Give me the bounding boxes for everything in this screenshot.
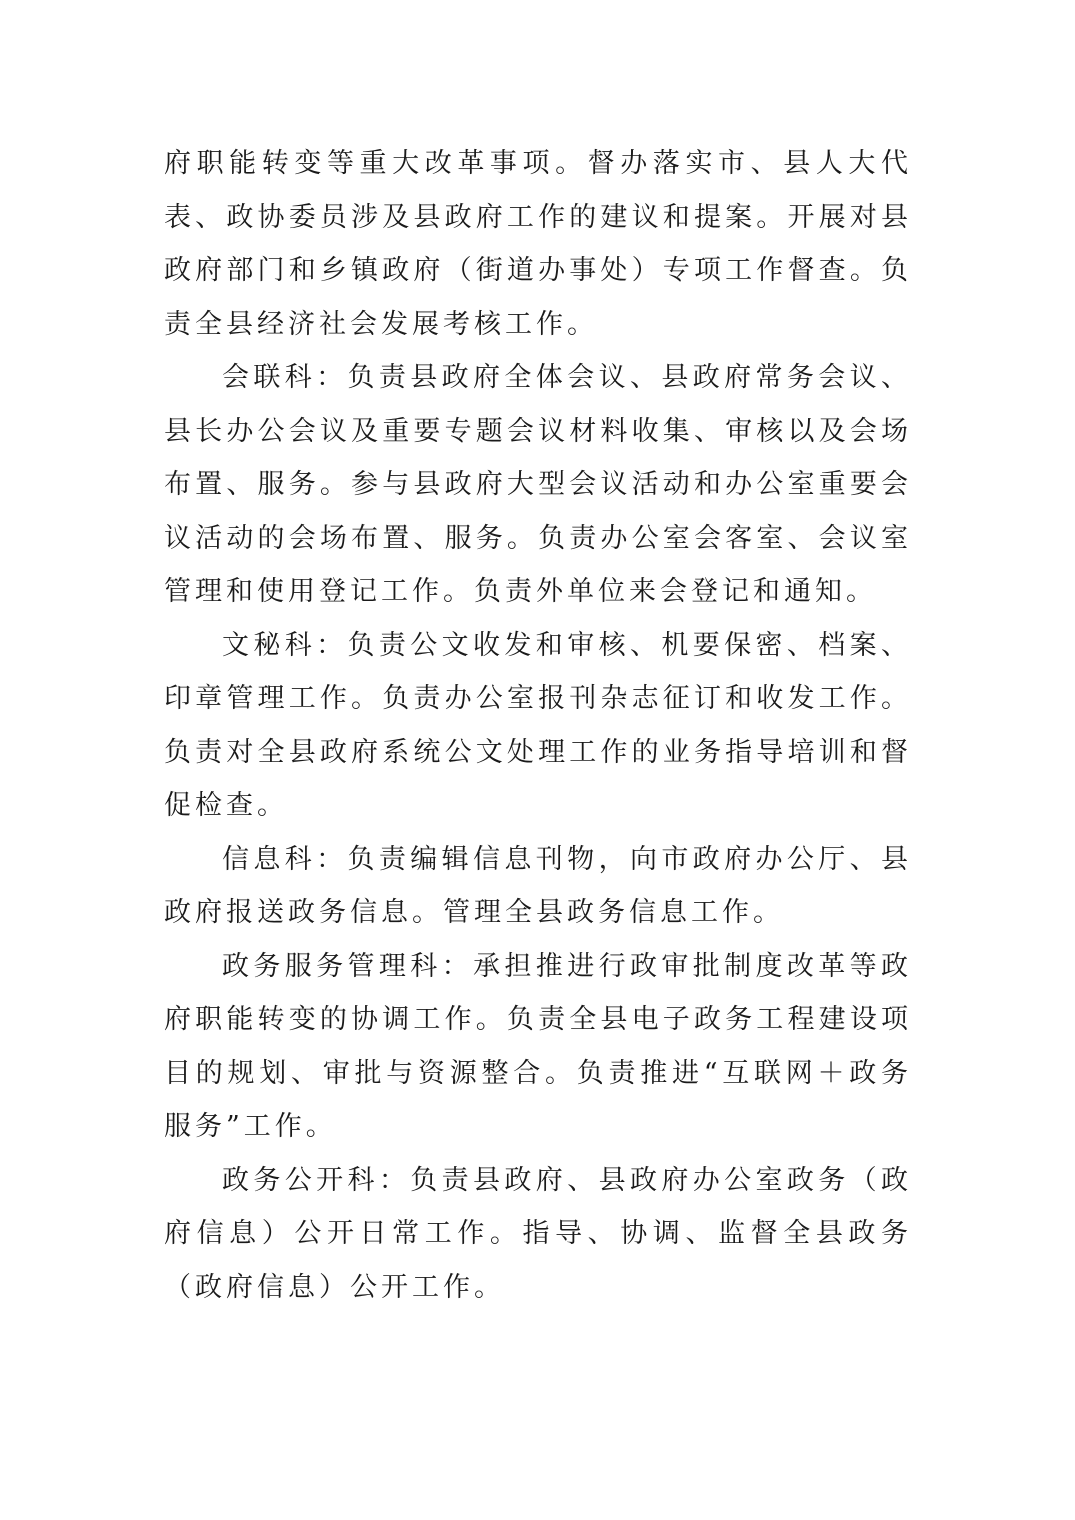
paragraph-zhengwu-gongkai-section: 政务公开科：负责县政府、县政府办公室政务（政府信息）公开日常工作。指导、协调、监督全县政务（政府信息）公开工作。 bbox=[164, 1164, 912, 1303]
document-body bbox=[164, 137, 912, 1314]
paragraph-continuation: 府职能转变等重大改革事项。督办落实市、县人大代表、政协委员涉及县政府工作的建议和提案。开展对县政府部门和乡镇政府（街道办事处）专项工作督查。负责全县经济社会发展考核工作。 bbox=[164, 148, 912, 340]
paragraph-zhengwu-fuwu-section: 政务服务管理科：承担推进行政审批制度改革等政府职能转变的协调工作。负责全县电子政务工程建设项目的规划、审批与资源整合。负责推进“互联网＋政务服务”工作。 bbox=[164, 950, 912, 1142]
paragraph-xinxi-section: 信息科：负责编辑信息刊物，向市政府办公厅、县政府报送政务信息。管理全县政务信息工作。 bbox=[164, 843, 912, 928]
paragraph-huilian-section: 会联科：负责县政府全体会议、县政府常务会议、县长办公会议及重要专题会议材料收集、审核以及会场布置、服务。参与县政府大型会议活动和办公室重要会议活动的会场布置、服务。负责办公室会客室、会议室管理和使用登记工作。负责外单位来会登记和通知。 bbox=[164, 362, 912, 607]
paragraph-wenmi-section: 文秘科：负责公文收发和审核、机要保密、档案、印章管理工作。负责办公室报刊杂志征订和收发工作。负责对全县政府系统公文处理工作的业务指导培训和督促检查。 bbox=[164, 629, 912, 821]
